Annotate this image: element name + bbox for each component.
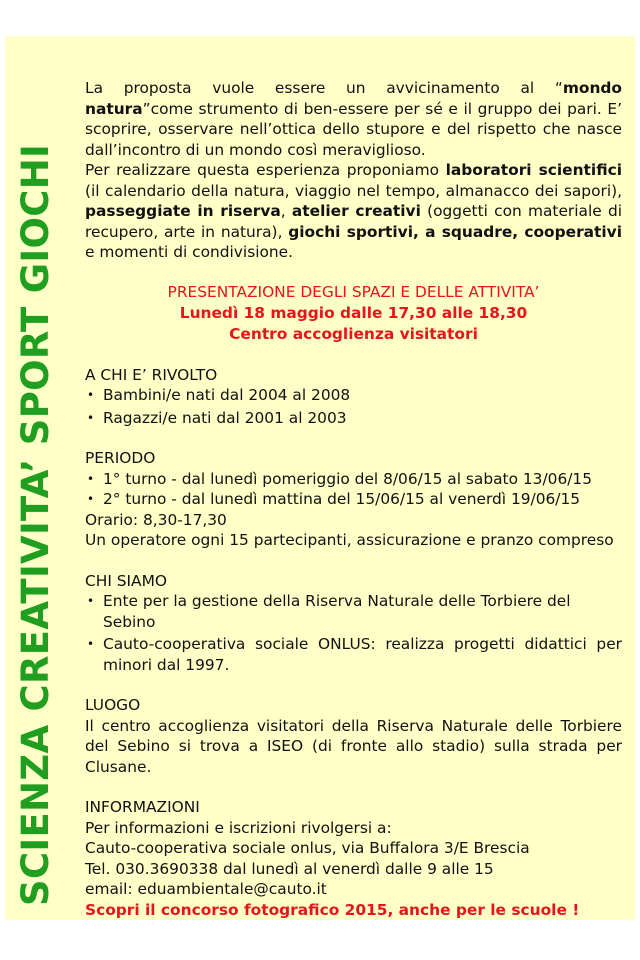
list-item <box>85 591 622 632</box>
presentation-title: PRESENTAZIONE DEGLI SPAZI E DELLE ATTIVITA’ <box>167 282 540 301</box>
intro-text: (il calendario della natura, viaggio nel tempo, almanacco dei sapori), <box>85 181 622 200</box>
side-title: SCIENZA CREATIVITA’ SPORT GIOCHI <box>14 143 57 906</box>
intro-text: La proposta vuole essere un avvicinamento al “ <box>85 79 563 97</box>
intro-highlight-mondo-natura: mondo natura <box>85 79 622 118</box>
intro-text: Per realizzare questa esperienza proponiamo <box>85 161 446 179</box>
target-section <box>85 365 622 429</box>
bullet-icon: • <box>87 388 95 402</box>
contest-callout: Scopri il concorso fotografico 2015, anche per le scuole ! <box>85 900 580 919</box>
presentation-date: Lunedì 18 maggio dalle 17,30 alle 18,30 <box>179 303 528 322</box>
list-item <box>85 408 622 429</box>
list-item <box>85 469 622 490</box>
bullet-icon: • <box>87 492 95 506</box>
intro-text: ”come strumento di ben-essere per sé e il gruppo dei pari. E’ scoprire, osservare nell’ottica dello stupore e del rispetto che nasce dall’incontro di un mondo così meraviglioso. <box>85 99 622 159</box>
place-text: Il centro accoglienza visitatori della Riserva Naturale delle Torbiere del Sebino si trova a ISEO (di fronte allo stadio) sulla strada per Clusane. <box>85 716 622 776</box>
intro-paragraph-2 <box>85 160 622 263</box>
bullet-icon: • <box>87 637 95 651</box>
info-heading: INFORMAZIONI <box>85 798 200 816</box>
list-item <box>85 634 622 675</box>
period-section <box>85 448 622 551</box>
place-section <box>85 695 622 777</box>
list-item-text: Bambini/e nati dal 2004 al 2008 <box>103 386 351 404</box>
target-list <box>85 385 622 428</box>
intro-text: e momenti di condivisione. <box>85 243 294 261</box>
list-item-text: 2° turno - dal lunedì mattina del 15/06/15 al venerdì 19/06/15 <box>103 490 581 508</box>
about-list <box>85 591 622 675</box>
list-item <box>85 385 622 406</box>
about-heading: CHI SIAMO <box>85 571 167 590</box>
period-note: Un operatore ogni 15 partecipanti, assicurazione e pranzo compreso <box>85 531 614 549</box>
info-address: Cauto-cooperativa sociale onlus, via Buffalora 3/E Brescia <box>85 839 530 857</box>
list-item-text: Ente per la gestione della Riserva Naturale delle Torbiere del Sebino <box>103 592 571 631</box>
intro-text: (oggetti con materiale di recupero, arte in natura), <box>85 202 622 241</box>
list-item-text: 1° turno - dal lunedì pomeriggio del 8/06/15 al sabato 13/06/15 <box>103 469 593 488</box>
intro-paragraph-1 <box>85 78 622 160</box>
list-item <box>85 489 622 510</box>
target-heading: A CHI E’ RIVOLTO <box>85 365 218 384</box>
presentation-block <box>85 282 622 345</box>
info-line-1: Per informazioni e iscrizioni rivolgersi a: <box>85 818 392 837</box>
bullet-icon: • <box>87 471 95 486</box>
info-section <box>85 797 622 920</box>
info-email: email: eduambientale@cauto.it <box>85 880 327 898</box>
period-list <box>85 469 622 510</box>
highlight-passeggiate: passeggiate in riserva <box>85 202 281 220</box>
bullet-icon: • <box>87 594 95 608</box>
intro-text: , <box>280 202 292 220</box>
about-section <box>85 571 622 676</box>
period-heading: PERIODO <box>85 449 156 467</box>
highlight-atelier: atelier creativi <box>291 202 421 220</box>
list-item-text: Ragazzi/e nati dal 2001 al 2003 <box>103 408 347 427</box>
highlight-laboratori: laboratori scientifici <box>445 161 622 179</box>
presentation-place: Centro accoglienza visitatori <box>229 324 478 343</box>
info-phone: Tel. 030.3690338 dal lunedì al venerdì dalle 9 alle 15 <box>85 859 494 878</box>
list-item-text: Cauto-cooperativa sociale ONLUS: realizza progetti didattici per minori dal 1997. <box>103 635 622 674</box>
highlight-giochi: giochi sportivi, a squadre, cooperativi <box>288 222 622 241</box>
flyer-content <box>85 78 622 920</box>
place-heading: LUOGO <box>85 696 141 714</box>
period-hours: Orario: 8,30-17,30 <box>85 510 227 529</box>
bullet-icon: • <box>87 410 95 425</box>
